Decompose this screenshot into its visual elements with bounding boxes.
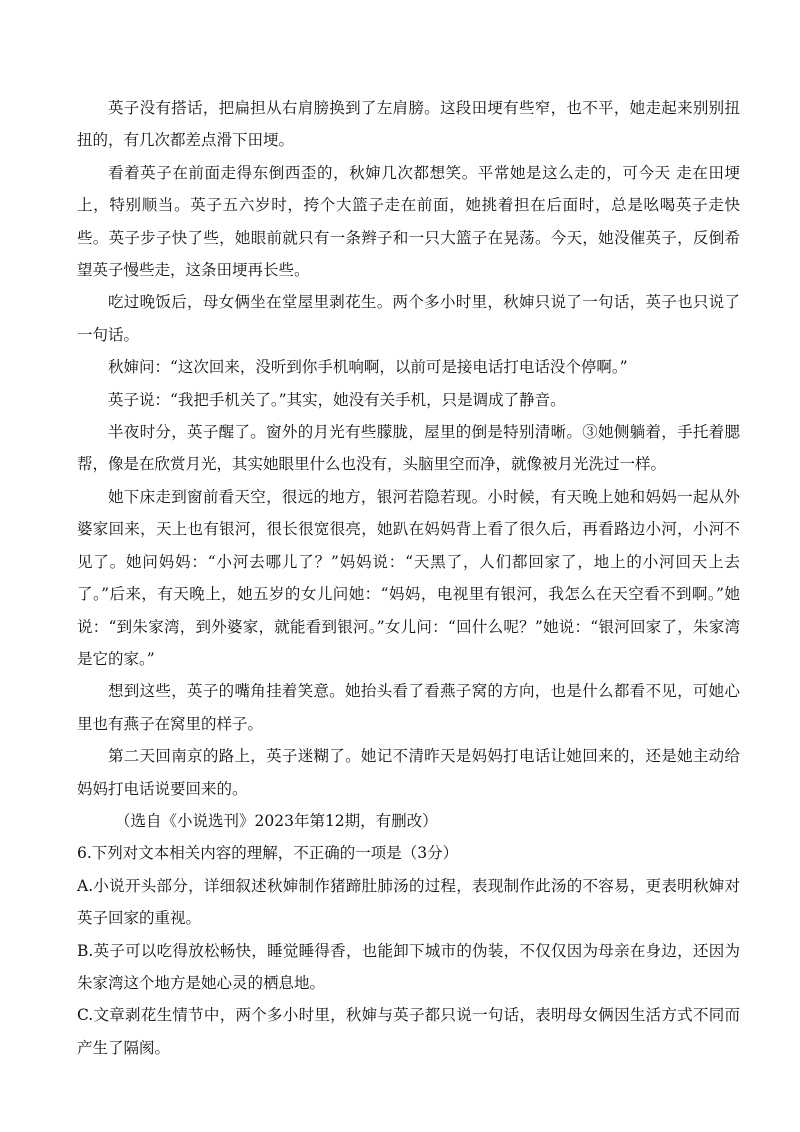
story-excerpt xyxy=(77,92,740,837)
story-paragraph: 她下床走到窗前看天空，很远的地方，银河若隐若现。小时候，有天晚上她和妈妈一起从外婆家回来，天上也有银河，很长很宽很亮，她趴在妈妈背上看了很久后，再看路边小河，小河不见了。她问妈妈：“小河去哪儿了？”妈妈说：“天黑了，人们都回家了，地上的小河回天上去了。”后来，有天晚上，她五岁的女儿问她：“妈妈，电视里有银河，我怎么在天空看不到啊。”她说：“到朱家湾，到外婆家，就能看到银河。”女儿问：“回什么呢？”她说：“银河回家了，朱家湾是它的家。” xyxy=(77,487,740,668)
story-paragraph: 英子说：“我把手机关了。”其实，她没有关手机，只是调成了静音。 xyxy=(108,390,566,409)
story-paragraph: 吃过晚饭后，母女俩坐在堂屋里剥花生。两个多小时里，秋婶只说了一句话，英子也只说了一句话。 xyxy=(77,293,740,344)
story-paragraph: 想到这些，英子的嘴角挂着笑意。她抬头看了看燕子窝的方向，也是什么都看不见，可她心里也有燕子在窝里的样子。 xyxy=(77,682,740,733)
story-paragraph: 秋婶问：“这次回来，没听到你手机响啊，以前可是接电话打电话没个停啊。” xyxy=(108,358,628,377)
question-option-a: A.小说开头部分，详细叙述秋婶制作猪蹄肚肺汤的过程，表现制作此汤的不容易，更表明秋婶对英子回家的重视。 xyxy=(77,876,740,928)
story-paragraph: 看着英子在前面走得东倒西歪的，秋婶几次都想笑。平常她是这么走的，可今天 走在田埂上，特别顺当。英子五六岁时，挎个大篮子走在前面，她挑着担在后面时，总是吆喝英子走快些。英子步子快了些，她眼前就只有一条辫子和一只大篮子在晃荡。今天，她没催英子，反倒希望英子慢些走，这条田埂再长些。 xyxy=(77,163,740,280)
question-6 xyxy=(77,837,740,1064)
question-option-b: B.英子可以吃得放松畅快，睡觉睡得香，也能卸下城市的伪装，不仅仅因为母亲在身边，还因为朱家湾这个地方是她心灵的栖息地。 xyxy=(77,941,740,992)
story-paragraph: 第二天回南京的路上，英子迷糊了。她记不清昨天是妈妈打电话让她回来的，还是她主动给妈妈打电话说要回来的。 xyxy=(77,747,740,798)
source-citation: （选自《小说选刊》2023年第12期，有删改） xyxy=(115,811,438,830)
question-stem: 6.下列对文本相关内容的理解，不正确的一项是（3分） xyxy=(77,844,459,863)
question-option-c: C.文章剥花生情节中，两个多小时里，秋婶与英子都只说一句话，表明母女俩因生活方式不同而产生了隔阂。 xyxy=(77,1006,740,1057)
story-paragraph: 英子没有搭话，把扁担从右肩膀换到了左肩膀。这段田埂有些窄，也不平，她走起来别别扭扭的，有几次都差点滑下田埂。 xyxy=(77,99,740,150)
story-paragraph: 半夜时分，英子醒了。窗外的月光有些朦胧，屋里的倒是特别清晰。③她侧躺着，手托着腮帮，像是在欣赏月光，其实她眼里什么也没有，头脑里空而净，就像被月光洗过一样。 xyxy=(77,423,740,474)
